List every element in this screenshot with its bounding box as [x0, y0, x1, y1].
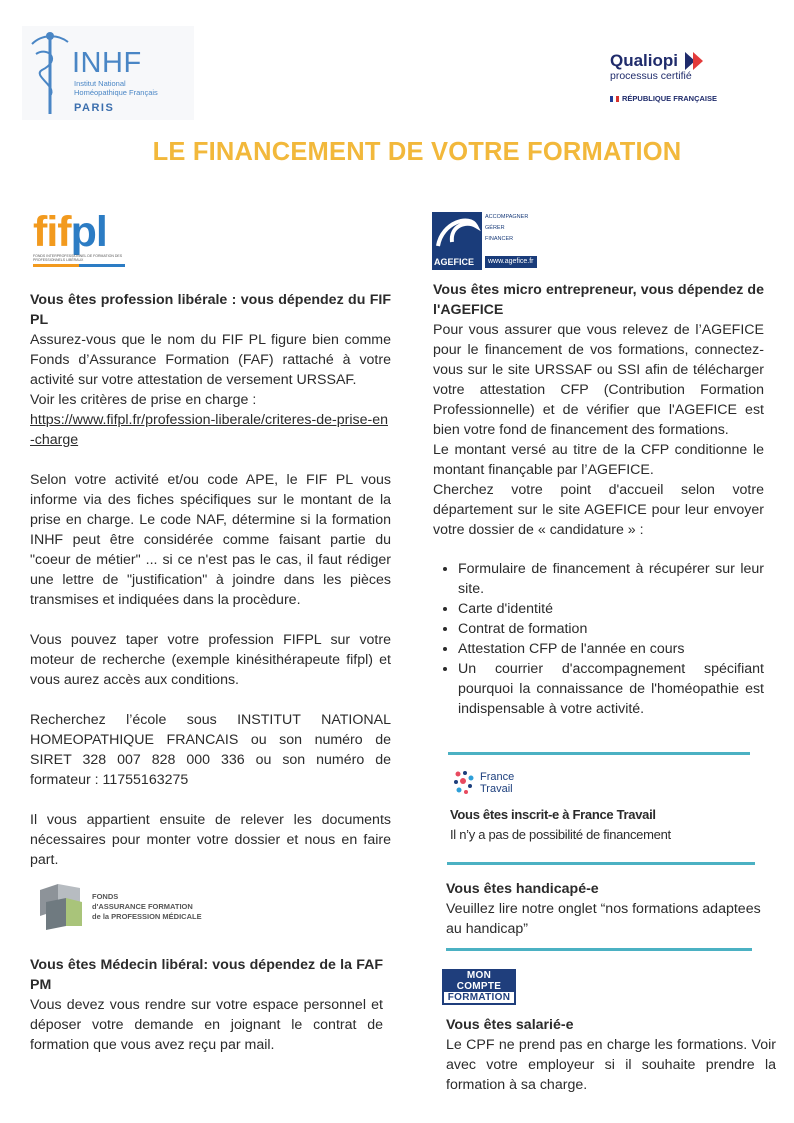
republique-label: RÉPUBLIQUE FRANÇAISE	[610, 94, 740, 104]
fafpm-name: FONDS d'ASSURANCE FORMATION de la PROFESSION MÉDICALE	[92, 892, 202, 921]
list-item: • Un courrier d'accompagnement spécifiant pourquoi la connaissance de l'homéopathie est indispensable à votre activité.	[458, 659, 764, 719]
list-item: • Attestation CFP de l'année en cours	[458, 639, 764, 659]
agefice-url: www.agefice.fr	[485, 256, 537, 268]
divider	[448, 752, 750, 755]
inhf-city: PARIS	[74, 102, 115, 114]
agefice-section	[433, 280, 764, 719]
agefice-logo	[432, 212, 560, 272]
fafpm-logo	[36, 880, 216, 936]
fifpl-logo	[33, 210, 125, 276]
agefice-paragraph-3: Cherchez votre point d'accueil selon votre département sur le site AGEFICE pour leur envoyer votre dossier de « candidature » :	[433, 482, 764, 538]
france-travail-section	[450, 805, 760, 845]
list-item: • Contrat de formation	[458, 619, 764, 639]
fifpl-paragraph-2: Voir les critères de prise en charge :	[30, 392, 257, 408]
france-travail-dots-icon	[452, 769, 476, 797]
fifpl-color-bar	[33, 264, 125, 267]
page-title: LE FINANCEMENT DE VOTRE FORMATION	[152, 138, 682, 166]
inhf-line2: Homéopathique Français	[74, 88, 158, 97]
fifpl-wordmark: fifpl	[33, 208, 107, 256]
handicap-section	[446, 879, 778, 939]
fifpl-criteria-link[interactable]: https://www.fifpl.fr/profession-liberale/criteres-de-prise-en-charge	[30, 412, 388, 448]
fafpm-paragraph-1: Vous devez vous rendre sur votre espace personnel et déposer votre demande en joignant le contrat de formation que vous avez reçu par mail.	[30, 997, 383, 1053]
inhf-brand: INHF	[72, 47, 142, 79]
salarie-heading: Vous êtes salarié-e	[446, 1017, 574, 1033]
fifpl-subtitle: FONDS INTERPROFESSIONNEL DE FORMATION DES PROFESSIONNELS LIBÉRAUX	[33, 254, 123, 262]
fifpl-paragraph-1: Assurez-vous que le nom du FIF PL figure bien comme Fonds d’Assurance Formation (FAF) rattaché à votre activité sur votre attestation de versement URSSAF.	[30, 332, 391, 388]
fifpl-paragraph-3: Selon votre activité et/ou code APE, le FIF PL vous informe via des fiches spécifiques sur le montant de la prise en charge. Le code NAF, détermine si la formation INHF peut être considérée comme faisant partie du "coeur de métier" ... si ce n'est pas le cas, il faut rédiger une lettre de "justification" à joindre dans les pièces transmises et indiquées dans la procèdure.	[30, 472, 391, 608]
france-travail-heading: Vous êtes inscrit-e à France Travail	[450, 807, 656, 822]
list-item: • Carte d'identité	[458, 599, 764, 619]
inhf-line1: Institut National	[74, 79, 126, 88]
qualiopi-name: Qualiopi	[610, 52, 740, 70]
inhf-logo	[22, 26, 194, 120]
fafpm-heading: Vous êtes Médecin libéral: vous dépendez de la FAF PM	[30, 957, 383, 993]
agefice-heading: Vous êtes micro entrepreneur, vous dépendez de l'AGEFICE	[433, 282, 764, 318]
list-item: • Formulaire de financement à récupérer sur leur site.	[458, 559, 764, 599]
qualiopi-tagline: processus certifié	[610, 70, 692, 82]
salarie-section	[446, 1015, 776, 1095]
fafpm-cubes-icon	[36, 880, 86, 932]
agefice-documents-list	[433, 559, 764, 719]
fifpl-section	[30, 290, 391, 870]
fifpl-paragraph-6: Il vous appartient ensuite de relever les documents nécessaires pour monter votre dossier et nous en faire part.	[30, 812, 391, 868]
qualiopi-arrow-icon	[685, 52, 707, 70]
fifpl-paragraph-5: Recherchez l’école sous INSTITUT NATIONAL HOMEOPATHIQUE FRANCAIS ou son numéro de SIRET 328 007 828 000 336 ou son numéro de formateur : 11755163275	[30, 712, 391, 788]
france-travail-paragraph: Il n’y a pas de possibilité de financement	[450, 827, 671, 842]
france-travail-name: France Travail	[480, 771, 515, 795]
fifpl-heading: Vous êtes profession libérale : vous dépendez du FIF PL	[30, 292, 391, 328]
mon-compte-formation-logo: MON COMPTE FORMATION	[442, 969, 516, 1005]
handicap-heading: Vous êtes handicapé-e	[446, 881, 599, 897]
agefice-tagline: ACCOMPAGNER GÉRER FINANCER	[485, 214, 529, 242]
agefice-swoosh-icon	[432, 212, 482, 256]
agefice-paragraph-2: Le montant versé au titre de la CFP conditionne le montant finançable par l’AGEFICE.	[433, 442, 764, 478]
fifpl-paragraph-4: Vous pouvez taper votre profession FIFPL sur votre moteur de recherche (exemple kinésithérapeute fifpl) et vous aurez accès aux conditions.	[30, 632, 391, 688]
qualiopi-logo	[610, 52, 740, 102]
divider	[447, 862, 755, 865]
france-travail-logo	[452, 769, 532, 797]
agefice-box: AGEFICE	[432, 212, 482, 270]
handicap-paragraph: Veuillez lire notre onglet “nos formations adaptees au handicap”	[446, 901, 761, 937]
caduceus-icon	[28, 30, 72, 116]
agefice-paragraph-1: Pour vous assurer que vous relevez de l’AGEFICE pour le financement de vos formations, connectez-vous sur le site URSSAF ou SSI afin de télécharger votre attestation CFP (Contribution Formation Professionnelle) et de vérifier que l'AGEFICE est bien votre fond de financement des formations.	[433, 322, 764, 438]
divider	[446, 948, 752, 951]
french-flag-icon	[610, 96, 619, 102]
salarie-paragraph: Le CPF ne prend pas en charge les formations. Voir avec votre employeur si il souhaite prendre la formation à sa charge.	[446, 1037, 776, 1093]
fafpm-section	[30, 955, 383, 1055]
